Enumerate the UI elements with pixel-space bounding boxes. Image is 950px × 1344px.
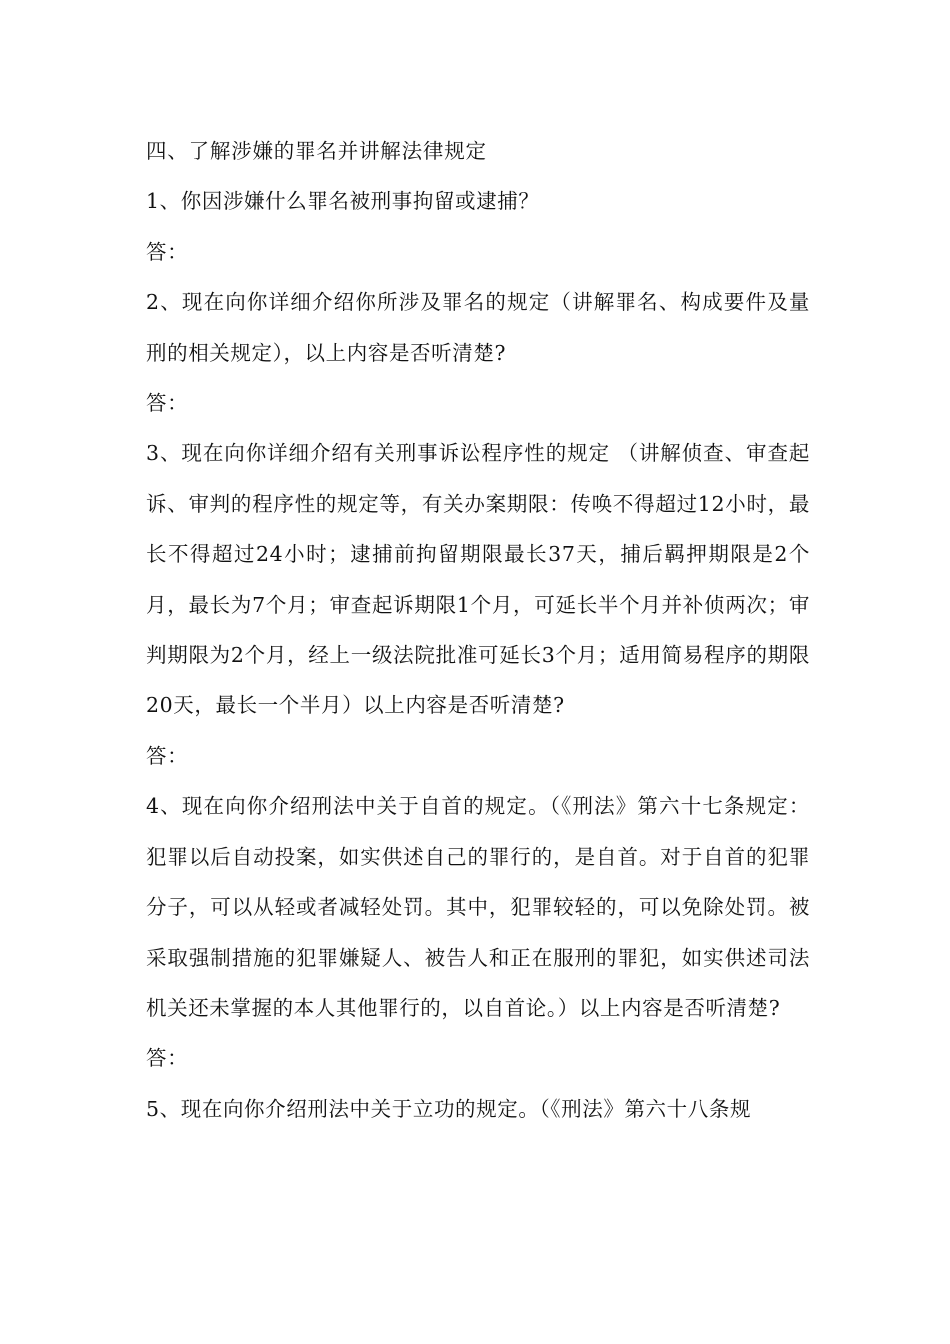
answer-4: 答： (146, 1046, 189, 1071)
question-2: 2、现在向你详细介绍你所涉及罪名的规定（讲解罪名、构成要件及量刑的相关规定），以上内容是否听清楚? (146, 290, 810, 365)
question-5: 5、现在向你介绍刑法中关于立功的规定。（《刑法》第六十八条规 (146, 1096, 752, 1121)
section-heading: 四、了解涉嫌的罪名并讲解法律规定 (146, 139, 487, 163)
answer-3: 答： (146, 743, 189, 768)
question-1: 1、你因涉嫌什么罪名被刑事拘留或逮捕？ (146, 189, 540, 214)
answer-1: 答： (146, 239, 189, 264)
question-3: 3、现在向你详细介绍有关刑事诉讼程序性的规定 （讲解侦查、审查起诉、审判的程序性的规定等，有关办案期限：传唤不得超过12小时，最长不得超过24小时；逮捕前拘留期限最长37天，捕后羁押期限是2个月，最长为7个月；审查起诉期限1个月，可延长半个月并补侦两次；审判期限为2个月，经上一级法院批准可延长3个月；适用简易程序的期限20天，最长一个半月）以上内容是否听清楚? (146, 441, 810, 718)
question-4: 4、现在向你介绍刑法中关于自首的规定。（《刑法》第六十七条规定：犯罪以后自动投案，如实供述自己的罪行的，是自首。对于自首的犯罪分子，可以从轻或者减轻处罚。其中，犯罪较轻的，可以免除处罚。被采取强制措施的犯罪嫌疑人、被告人和正在服刑的罪犯，如实供述司法机关还未掌握的本人其他罪行的，以自首论。）以上内容是否听清楚? (146, 794, 810, 1020)
answer-2: 答： (146, 391, 189, 416)
document-body (146, 126, 810, 1134)
